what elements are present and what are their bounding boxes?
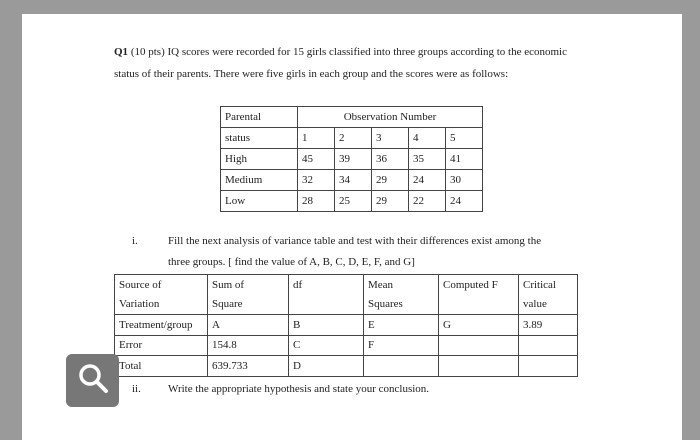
table-cell: 39 <box>335 149 372 170</box>
table-header-cell: 1 <box>298 128 335 149</box>
part-i-line2: three groups. [ find the value of A, B, C, D, E, F, and G] <box>168 256 415 268</box>
question-text: (10 pts) IQ scores were recorded for 15 girls classified into three groups according to the economic status of their parents. There were five girls in each group and the scores were as follows: <box>114 46 567 80</box>
table-cell: Medium <box>221 170 298 191</box>
table-cell: 36 <box>372 149 409 170</box>
table-cell: 25 <box>335 191 372 212</box>
table-row <box>221 149 483 170</box>
table-cell: 41 <box>446 149 483 170</box>
table-cell: Total <box>115 356 208 377</box>
table-header-cell: Source of <box>115 275 208 295</box>
part-i-line1: Fill the next analysis of variance table and test with their differences exist among the <box>168 235 542 247</box>
table-cell: Low <box>221 191 298 212</box>
table-cell: Error <box>115 335 208 356</box>
table-cell <box>519 356 578 377</box>
table-header-cell: Square <box>208 295 289 315</box>
table-header-cell: Observation Number <box>298 107 483 128</box>
part-i-marker: i. <box>132 235 138 247</box>
table-header-cell: Squares <box>364 295 439 315</box>
observation-table <box>220 106 483 212</box>
table-cell: 32 <box>298 170 335 191</box>
anova-table <box>114 274 578 377</box>
table-header-cell: status <box>221 128 298 149</box>
table-cell: D <box>289 356 364 377</box>
table-cell: 24 <box>409 170 446 191</box>
table-cell: A <box>208 315 289 336</box>
part-ii-text: Write the appropriate hypothesis and state your conclusion. <box>168 383 430 395</box>
table-cell: Treatment/group <box>115 315 208 336</box>
table-header-cell: 5 <box>446 128 483 149</box>
table-header-cell: Sum of <box>208 275 289 295</box>
table-header-cell <box>289 295 364 315</box>
table-cell: 30 <box>446 170 483 191</box>
table-row <box>115 315 578 336</box>
table-cell: 28 <box>298 191 335 212</box>
table-cell: High <box>221 149 298 170</box>
table-cell: 35 <box>409 149 446 170</box>
search-button[interactable] <box>66 354 119 407</box>
table-cell <box>439 356 519 377</box>
table-cell <box>364 356 439 377</box>
table-cell: 3.89 <box>519 315 578 336</box>
table-cell <box>439 335 519 356</box>
table-row <box>115 356 578 377</box>
part-ii-marker: ii. <box>132 383 141 395</box>
table-cell <box>519 335 578 356</box>
table-header-cell: df <box>289 275 364 295</box>
table-header-cell: Variation <box>115 295 208 315</box>
table-header-cell: Mean <box>364 275 439 295</box>
search-icon <box>76 361 110 400</box>
table-header-cell: 3 <box>372 128 409 149</box>
table-cell: 29 <box>372 170 409 191</box>
table-cell: 24 <box>446 191 483 212</box>
table-header-cell: 2 <box>335 128 372 149</box>
table-cell: F <box>364 335 439 356</box>
table-cell: 45 <box>298 149 335 170</box>
table-row <box>221 191 483 212</box>
table-cell: G <box>439 315 519 336</box>
table-header-cell <box>439 295 519 315</box>
table-header-cell: Parental <box>221 107 298 128</box>
table-cell: E <box>364 315 439 336</box>
table-cell: 22 <box>409 191 446 212</box>
question-paragraph <box>114 42 594 85</box>
table-header-cell: value <box>519 295 578 315</box>
table-row <box>221 170 483 191</box>
table-cell: 154.8 <box>208 335 289 356</box>
table-cell: 34 <box>335 170 372 191</box>
table-cell: 639.733 <box>208 356 289 377</box>
table-header-cell: 4 <box>409 128 446 149</box>
table-cell: C <box>289 335 364 356</box>
table-header-cell: Critical <box>519 275 578 295</box>
table-row <box>115 335 578 356</box>
table-header-cell: Computed F <box>439 275 519 295</box>
table-cell: 29 <box>372 191 409 212</box>
document-page <box>22 14 682 440</box>
table-cell: B <box>289 315 364 336</box>
question-label: Q1 <box>114 46 129 58</box>
